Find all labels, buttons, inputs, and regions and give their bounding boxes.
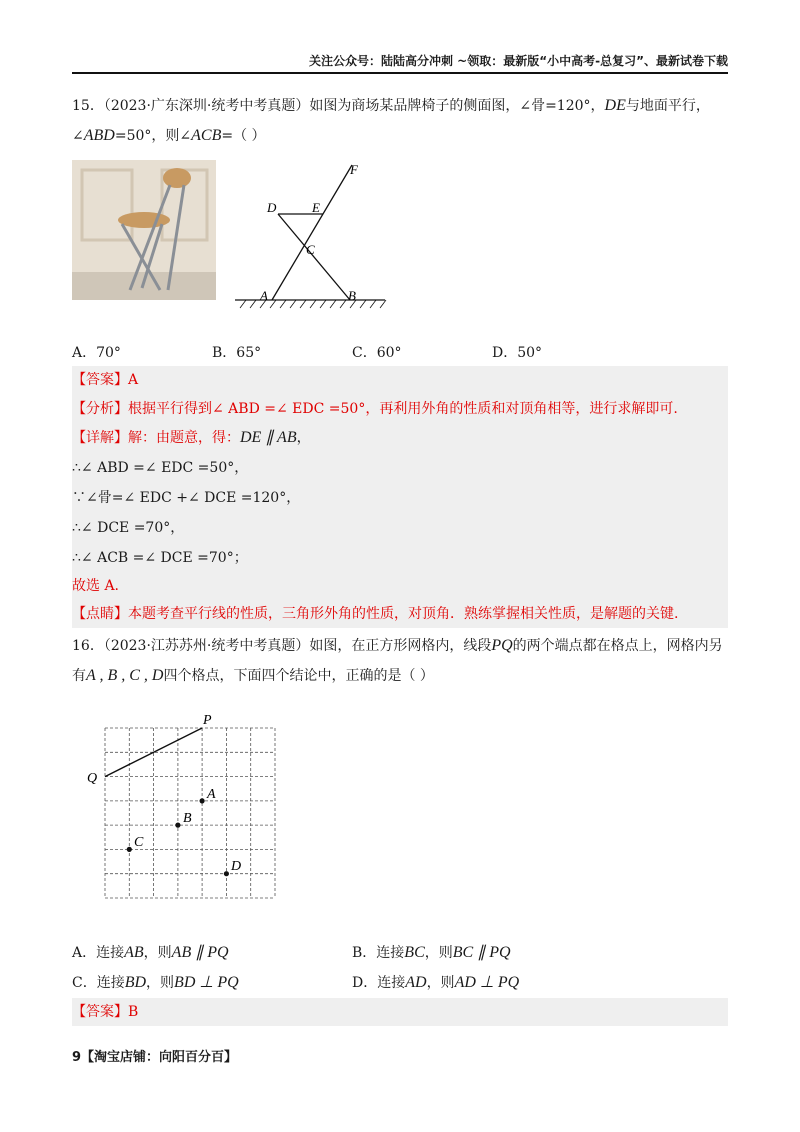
- q15-step1: ∴∠ ABD =∠ EDC =50°，: [72, 460, 249, 476]
- q15-option-a[interactable]: A．70°: [72, 345, 121, 361]
- label-E: E: [312, 200, 320, 215]
- q15-step3: ∴∠ DCE =70°，: [72, 520, 185, 536]
- label-P: P: [203, 713, 212, 728]
- header-divider: [72, 72, 728, 74]
- point-A: [200, 798, 205, 803]
- point-C: [127, 847, 132, 852]
- line-BD: [278, 214, 350, 300]
- q16-answer: 【答案】B: [72, 1004, 139, 1020]
- q16-option-d[interactable]: D．连接AD，则AD ⊥ PQ: [352, 974, 520, 991]
- q15-option-b[interactable]: B．65°: [212, 345, 262, 361]
- q15-analysis: 【分析】根据平行得到∠ ABD =∠ EDC =50°，再利用外角的性质和对顶角相等，进行求解即可.: [72, 401, 678, 417]
- q15-line2: ∠ABD=50°，则∠ACB=（ ）: [72, 127, 266, 144]
- q15-option-c[interactable]: C．60°: [352, 345, 402, 361]
- label-B2: B: [183, 811, 192, 826]
- q16-line1: 16．（2023·江苏苏州·统考中考真题）如图，在正方形网格内，线段PQ的两个端点都在格点上，网格内另: [72, 637, 723, 654]
- label-A: A: [260, 288, 268, 303]
- label-D2: D: [231, 859, 242, 874]
- q15-choose: 故选 A.: [72, 578, 120, 594]
- q15-line1: 15．（2023·广东深圳·统考中考真题）如图为商场某品牌椅子的侧面图，∠⾻=120°，DE与地面平行，: [72, 97, 710, 114]
- q15-option-d[interactable]: D．50°: [492, 345, 543, 361]
- chair-photo: [72, 160, 216, 300]
- label-F: F: [350, 162, 358, 177]
- label-C2: C: [134, 835, 144, 850]
- label-C: C: [306, 242, 315, 257]
- q15-comment: 【点睛】本题考查平行线的性质，三角形外角的性质，对顶角．熟练掌握相关性质，是解题的关键.: [72, 606, 679, 622]
- q16-option-c[interactable]: C．连接BD，则BD ⊥ PQ: [72, 974, 239, 991]
- label-A2: A: [207, 787, 216, 802]
- q16-grid-diagram: [85, 708, 285, 903]
- point-D: [224, 871, 229, 876]
- q15-diagram: [230, 160, 400, 310]
- q15-glyph: ⾻: [531, 98, 546, 114]
- q16-option-a[interactable]: A．连接AB，则AB ∥ PQ: [72, 944, 229, 961]
- page-header: 关注公众号：陆陆高分冲刺 ~领取：最新版“小中高考-总复习”、最新试卷下载: [309, 54, 728, 68]
- q16-line2: 有A , B , C , D四个格点，下面四个结论中，正确的是（ ）: [72, 667, 434, 684]
- q16-option-b[interactable]: B．连接BC，则BC ∥ PQ: [352, 944, 511, 961]
- line-AF: [272, 165, 352, 300]
- page-footer: 9【淘宝店铺：向阳百分百】: [72, 1050, 238, 1065]
- q15-step4: ∴∠ ACB =∠ DCE =70°；: [72, 550, 248, 566]
- q15-detail: 【详解】解：由题意，得：DE ∥ AB，: [72, 429, 311, 446]
- q15-step2: ∵∠⾻=∠ EDC +∠ DCE =120°，: [72, 490, 301, 506]
- label-Q: Q: [87, 771, 98, 786]
- label-B: B: [348, 288, 356, 303]
- point-B: [175, 823, 180, 828]
- q15-answer: 【答案】A: [72, 372, 139, 388]
- label-D: D: [267, 200, 277, 215]
